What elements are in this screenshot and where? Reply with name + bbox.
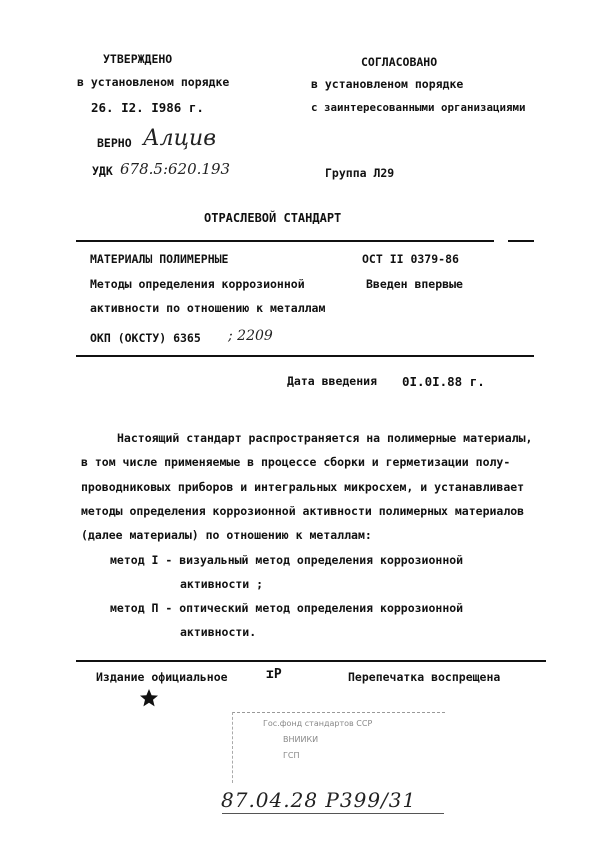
footer-rule (76, 660, 546, 662)
verno-label: ВЕРНО (97, 136, 132, 150)
registration-number: 87.04.28 Р399/31 (221, 788, 417, 812)
approved-title: УТВЕРЖДЕНО (103, 52, 173, 66)
ir-mark: ɪР (266, 667, 282, 682)
method1-line-a: метод I - визуальный метод определения коррозионной (110, 553, 464, 567)
verno-signature: Алцив (143, 126, 216, 151)
agreed-title: СОГЛАСОВАНО (361, 55, 438, 69)
method2-line-a: метод П - оптический метод определения коррозионной (110, 601, 464, 615)
method2-line-b: активности. (180, 625, 257, 639)
agreed-line1: в установленом порядке (311, 77, 464, 91)
intro-date-value: 0I.0I.88 г. (402, 374, 485, 389)
body-line2: в том числе применяемые в процессе сборки и герметизации полу- (81, 455, 511, 469)
udk-value: 678.5:620.193 (120, 160, 231, 178)
ost-number: ОСТ II 0379-86 (362, 252, 459, 266)
method-line2: активности по отношению к металлам (90, 301, 326, 315)
star-icon (139, 688, 159, 708)
standard-type: ОТРАСЛЕВОЙ СТАНДАРТ (204, 211, 342, 225)
group-label: Группа Л29 (325, 166, 395, 180)
approved-date: 26. I2. I986 г. (91, 100, 204, 115)
udk-label: УДК (92, 164, 113, 178)
reprint-prohibited: Перепечатка воспрещена (348, 670, 501, 684)
intro-date-label: Дата введения (287, 374, 378, 388)
materials-title: МАТЕРИАЛЫ ПОЛИМЕРНЫЕ (90, 252, 229, 266)
stamp-line3: ГСП (283, 751, 300, 760)
title-rule-top-right (508, 240, 534, 242)
archive-stamp (232, 712, 445, 783)
okp-handwritten: ; 2209 (228, 328, 273, 344)
introduced-label: Введен впервые (366, 277, 463, 291)
method-line1: Методы определения коррозионной (90, 277, 305, 291)
registration-underline (222, 813, 444, 814)
approved-line1: в установленом порядке (77, 75, 230, 89)
body-line1: Настоящий стандарт распространяется на полимерные материалы, (117, 431, 533, 445)
agreed-line2: с заинтересованными организациями (311, 101, 526, 114)
body-line4: методы определения коррозионной активности полимерных материалов (81, 504, 525, 518)
official-edition: Издание официальное (96, 670, 228, 684)
okp-label: ОКП (ОКСТУ) 6365 (90, 331, 201, 345)
body-line3: проводниковых приборов и интегральных микросхем, и устанавливает (81, 480, 525, 494)
title-rule-bottom (76, 355, 534, 357)
method1-line-b: активности ; (180, 577, 264, 591)
stamp-line2: ВНИИКИ (283, 735, 319, 744)
title-rule-top (76, 240, 494, 242)
stamp-line1: Гос.фонд стандартов ССР (263, 719, 373, 728)
body-line5: (далее материалы) по отношению к металлам: (81, 528, 372, 542)
